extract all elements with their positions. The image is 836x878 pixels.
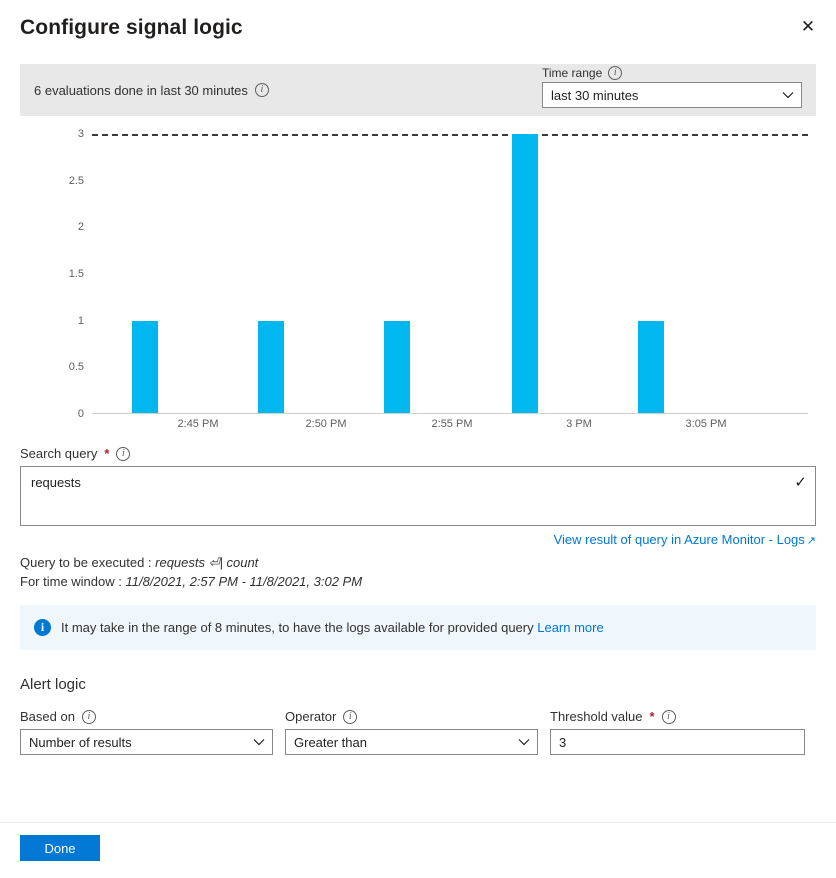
- operator-label: Operator: [285, 709, 337, 724]
- operator-select[interactable]: [285, 729, 538, 755]
- learn-more-link[interactable]: Learn more: [537, 620, 604, 635]
- query-executed-value: requests ⏎| count: [155, 555, 259, 570]
- threshold-value-field: [550, 709, 805, 755]
- x-tick-label: 2:55 PM: [431, 418, 473, 430]
- search-query-section: [20, 446, 816, 755]
- query-result-link-row: [20, 532, 816, 547]
- based-on-label: Based on: [20, 709, 75, 724]
- alert-logic-heading: Alert logic: [20, 676, 86, 693]
- chevron-down-icon: [782, 88, 794, 103]
- time-window-prefix: For time window :: [20, 574, 126, 589]
- chart-panel: [20, 64, 816, 446]
- based-on-field: [20, 709, 273, 755]
- scrolled-content-sliver: [20, 50, 260, 60]
- operator-label-row: [285, 709, 538, 724]
- y-tick-label: 1.5: [68, 268, 84, 280]
- chart-x-axis: [92, 418, 808, 438]
- view-query-result-link-text: View result of query in Azure Monitor - Logs: [553, 532, 805, 547]
- evaluations-status-text: 6 evaluations done in last 30 minutes: [34, 82, 248, 98]
- time-range-control: [542, 66, 802, 108]
- query-meta: [20, 553, 816, 591]
- info-banner-text: [61, 620, 604, 635]
- done-button[interactable]: Done: [20, 835, 100, 861]
- y-tick-label: 2.5: [68, 174, 84, 187]
- based-on-label-row: [20, 709, 273, 724]
- close-icon[interactable]: ✕: [792, 10, 824, 42]
- alert-logic-row: [20, 709, 816, 755]
- y-tick-label: 1: [77, 314, 84, 327]
- chart-plot-area: [92, 134, 808, 414]
- dialog-header: [0, 0, 836, 56]
- search-query-value: requests: [31, 475, 81, 490]
- info-banner-message: It may take in the range of 8 minutes, to have the logs available for provided query: [61, 620, 534, 635]
- info-banner: [20, 605, 816, 650]
- based-on-select[interactable]: [20, 729, 273, 755]
- search-query-label: Search query: [20, 446, 98, 461]
- time-range-select[interactable]: [542, 82, 802, 108]
- threshold-value: 3: [559, 734, 567, 750]
- chart-bar: [638, 321, 664, 414]
- time-range-value: last 30 minutes: [551, 87, 639, 103]
- external-link-icon: ↗: [806, 535, 816, 547]
- y-tick-label: 2: [77, 221, 84, 234]
- info-icon[interactable]: i: [343, 710, 357, 724]
- search-query-label-row: [20, 446, 816, 461]
- operator-field: [285, 709, 538, 755]
- query-time-window-row: [20, 572, 816, 591]
- chart-bar: [384, 321, 410, 414]
- info-circle-icon: i: [34, 619, 51, 636]
- chart-bar: [258, 321, 284, 414]
- info-icon[interactable]: i: [255, 83, 269, 97]
- page-title: Configure signal logic: [20, 16, 243, 39]
- x-tick-label: 3 PM: [566, 418, 592, 430]
- x-tick-label: 2:45 PM: [177, 418, 219, 430]
- view-query-result-link[interactable]: [554, 532, 816, 547]
- chart-toolbar: [20, 64, 816, 116]
- time-range-label-row: [542, 66, 802, 80]
- info-icon[interactable]: i: [82, 710, 96, 724]
- chart-bar: [512, 134, 538, 414]
- chevron-down-icon: [518, 735, 530, 750]
- required-marker: *: [649, 709, 655, 724]
- chart-y-axis: [20, 128, 92, 420]
- info-icon[interactable]: i: [608, 66, 622, 80]
- chevron-down-icon: [253, 735, 265, 750]
- y-tick-label: 0: [77, 408, 84, 420]
- dialog-footer: [0, 822, 836, 878]
- search-query-input[interactable]: [20, 466, 816, 526]
- time-range-label: Time range: [542, 66, 603, 80]
- y-tick-label: 0.5: [68, 361, 84, 374]
- threshold-label-row: [550, 709, 805, 724]
- evaluation-chart: [20, 116, 816, 446]
- threshold-label: Threshold value: [550, 709, 643, 724]
- threshold-input[interactable]: [550, 729, 805, 755]
- based-on-value: Number of results: [29, 734, 132, 750]
- threshold-line: [92, 134, 808, 136]
- chart-x-axis-line: [92, 413, 808, 414]
- operator-value: Greater than: [294, 734, 367, 750]
- time-window-value: 11/8/2021, 2:57 PM - 11/8/2021, 3:02 PM: [125, 574, 363, 589]
- y-tick-label: 3: [77, 128, 84, 140]
- chart-bar: [132, 321, 158, 414]
- evaluations-status: [34, 83, 269, 98]
- required-marker: *: [104, 446, 110, 461]
- query-executed-prefix: Query to be executed :: [20, 555, 156, 570]
- x-tick-label: 3:05 PM: [685, 418, 727, 430]
- info-icon[interactable]: i: [662, 710, 676, 724]
- x-tick-label: 2:50 PM: [305, 418, 347, 430]
- checkmark-icon: ✓: [794, 474, 807, 491]
- query-to-be-executed-row: [20, 553, 816, 572]
- info-icon[interactable]: i: [116, 447, 130, 461]
